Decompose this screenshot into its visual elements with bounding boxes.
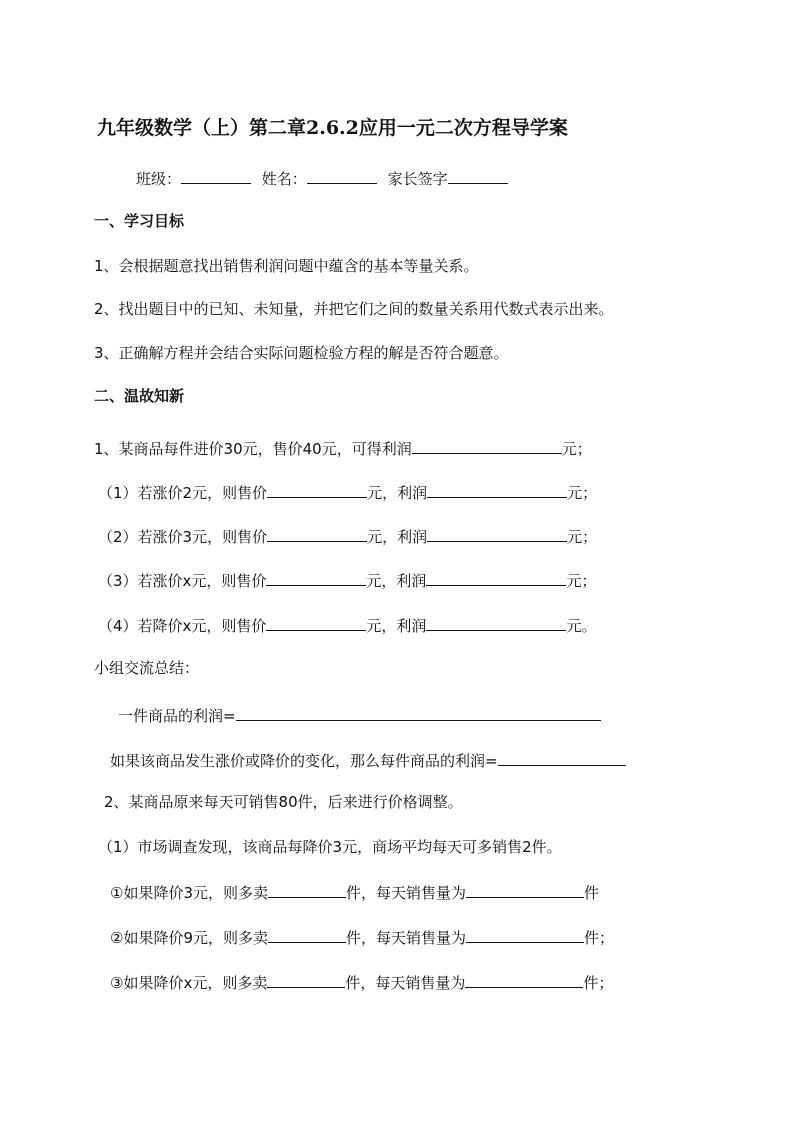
daily-sales-blank[interactable] [466, 881, 584, 898]
q2-item-mid: 件，每天销售量为 [346, 929, 467, 947]
profit-blank[interactable] [426, 614, 566, 631]
price-change-blank[interactable] [498, 749, 626, 766]
objective-item-2: 2、找出题目中的已知、未知量，并把它们之间的数量关系用代数式表示出来。 [94, 300, 614, 318]
sub-question-3 [98, 569, 596, 591]
q2-item-2 [110, 926, 614, 948]
name-blank[interactable] [307, 167, 377, 184]
page-title: 九年级数学（上）第二章2.6.2应用一元二次方程导学案 [97, 117, 568, 139]
sub-question-1 [98, 481, 597, 503]
sub-question-4 [98, 614, 596, 636]
sub-question-2 [98, 525, 597, 547]
daily-sales-blank[interactable] [465, 971, 583, 988]
sub-question-text: （2）若涨价3元，则售价 [98, 528, 268, 546]
daily-sales-blank[interactable] [466, 926, 584, 943]
group-summary-label: 小组交流总结： [94, 659, 200, 677]
parent-signature-label: 家长签字 [387, 170, 448, 188]
parent-signature-blank[interactable] [448, 167, 508, 184]
question-1-unit: 元； [561, 440, 592, 458]
question-1-text: 1、某商品每件进价30元，售价40元，可得利润 [94, 440, 412, 458]
price-change-label: 如果该商品发生涨价或降价的变化，那么每件商品的利润= [110, 752, 498, 770]
extra-sold-blank[interactable] [268, 926, 346, 943]
sub-question-mid: 元，利润 [367, 484, 428, 502]
price-blank[interactable] [266, 614, 366, 631]
objective-item-1: 1、会根据题意找出销售利润问题中蕴含的基本等量关系。 [94, 257, 479, 275]
price-blank[interactable] [267, 481, 367, 498]
extra-sold-blank[interactable] [268, 881, 346, 898]
sub-question-mid: 元，利润 [367, 528, 428, 546]
profit-formula-row [118, 704, 601, 726]
profit-blank[interactable] [426, 569, 566, 586]
sub-question-unit: 元； [566, 572, 597, 590]
price-change-row [110, 749, 626, 771]
q2-item-text: ①如果降价3元，则多卖 [110, 884, 268, 902]
price-blank[interactable] [266, 569, 366, 586]
profit-blank[interactable] [427, 481, 567, 498]
sub-question-unit: 元； [567, 484, 598, 502]
sub-question-text: （1）若涨价2元，则售价 [98, 484, 268, 502]
q2-item-text: ②如果降价9元，则多卖 [110, 929, 268, 947]
sub-question-text: （4）若降价x元，则售价 [98, 617, 267, 635]
question-2-part-1: （1）市场调查发现，该商品每降价3元，商场平均每天可多销售2件。 [98, 838, 562, 856]
q2-item-unit: 件； [583, 974, 614, 992]
q2-item-unit: 件 [584, 884, 600, 902]
sub-question-mid: 元，利润 [366, 572, 427, 590]
section2-heading: 二、温故知新 [94, 387, 185, 405]
class-label: 班级： [136, 170, 182, 188]
profit-blank[interactable] [412, 437, 562, 454]
question-2: 2、某商品原来每天可销售80件，后来进行价格调整。 [104, 793, 463, 811]
name-label: 姓名： [261, 170, 307, 188]
profit-formula-blank[interactable] [236, 704, 601, 721]
class-blank[interactable] [181, 167, 251, 184]
sub-question-text: （3）若涨价x元，则售价 [98, 572, 267, 590]
info-row [136, 167, 508, 189]
q2-item-3 [110, 971, 613, 993]
sub-question-mid: 元，利润 [366, 617, 427, 635]
section1-heading: 一、学习目标 [94, 212, 185, 230]
question-1 [94, 437, 592, 459]
price-blank[interactable] [267, 525, 367, 542]
q2-item-unit: 件； [584, 929, 615, 947]
profit-blank[interactable] [427, 525, 567, 542]
objective-item-3: 3、正确解方程并会结合实际问题检验方程的解是否符合题意。 [94, 344, 509, 362]
profit-formula-label: 一件商品的利润= [118, 707, 236, 725]
extra-sold-blank[interactable] [267, 971, 345, 988]
sub-question-unit: 元； [567, 528, 598, 546]
q2-item-mid: 件，每天销售量为 [345, 974, 466, 992]
sub-question-unit: 元。 [566, 617, 597, 635]
q2-item-1 [110, 881, 599, 903]
q2-item-mid: 件，每天销售量为 [346, 884, 467, 902]
q2-item-text: ③如果降价x元，则多卖 [110, 974, 268, 992]
